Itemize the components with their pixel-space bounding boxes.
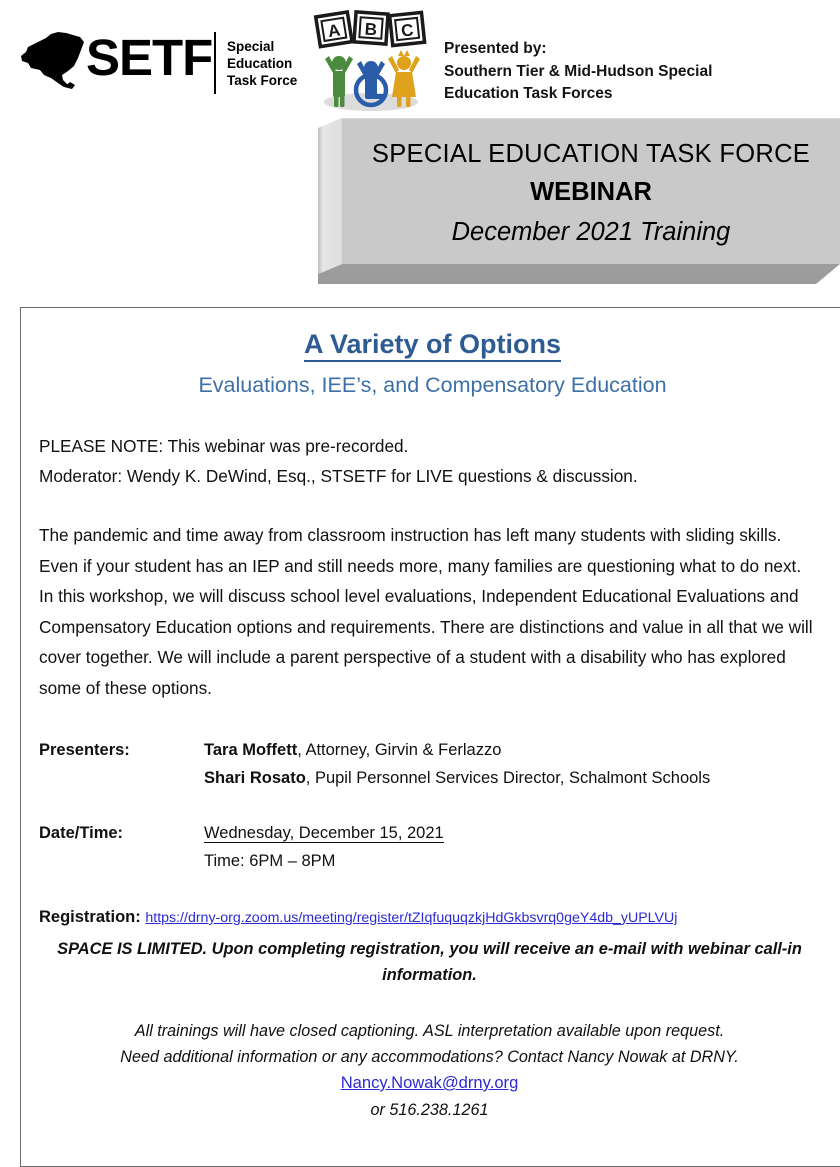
registration-label: Registration:: [39, 908, 141, 926]
event-date: Wednesday, December 15, 2021: [204, 824, 444, 842]
space-limited-note: SPACE IS LIMITED. Upon completing registration, you will receive an e-mail with webinar call-in information.: [57, 940, 802, 984]
event-time: Time: 6PM – 8PM: [204, 852, 336, 870]
presenter-2: [204, 764, 710, 792]
banner-date: December 2021 Training: [451, 217, 731, 246]
presenter-1-role: , Attorney, Girvin & Ferlazzo: [297, 741, 502, 759]
presenter-1: [204, 736, 710, 764]
accessibility-line-2: Need additional information or any accommodations? Contact Nancy Nowak at DRNY.: [120, 1048, 739, 1066]
setf-subtitle-line-2: Education: [227, 56, 293, 71]
please-note-line: PLEASE NOTE: This webinar was pre-recorded.: [39, 436, 409, 456]
contact-phone: or 516.238.1261: [370, 1101, 489, 1119]
contact-email-wrap: [39, 1070, 820, 1096]
please-note-block: [39, 431, 820, 491]
setf-subtitle-line-3: Task Force: [227, 73, 298, 88]
presenter-1-name: Tara Moffett: [204, 741, 298, 759]
setf-acronym: SETF: [86, 29, 213, 86]
banner-face: [342, 118, 840, 264]
flyer-content-box: [20, 307, 840, 1167]
page-subtitle: Evaluations, IEE’s, and Compensatory Education: [198, 373, 667, 397]
page-title: [31, 327, 834, 361]
accessibility-note: [39, 1018, 820, 1096]
contact-email-link[interactable]: Nancy.Nowak@drny.org: [340, 1073, 519, 1092]
datetime-row: [39, 819, 820, 875]
body-area: [39, 431, 820, 1124]
new-york-state-outline-icon: [18, 28, 90, 90]
logo-divider: [214, 32, 216, 94]
description-paragraph: The pandemic and time away from classroom instruction has left many students with sliding skills. Even if your student has an IEP and still needs more, many families are questioning what to do next. In this workshop, we will discuss school level evaluations, Independent Educational Evaluations and Compensatory Education options and requirements. There are distinctions and value in all that we will cover together. We will include a parent perspective of a student with a disability who has explored some of these options.: [39, 525, 813, 698]
banner-subtitle: WEBINAR: [530, 177, 652, 206]
presenters-row: [39, 736, 820, 792]
accessibility-line-1: All trainings will have closed captioning. ASL interpretation available upon request.: [134, 1022, 725, 1040]
document-header: [0, 0, 840, 118]
svg-text:C: C: [400, 20, 415, 41]
moderator-line: Moderator: Wendy K. DeWind, Esq., STSETF for LIVE questions & discussion.: [39, 466, 638, 486]
presenters-label: Presenters:: [39, 741, 130, 759]
datetime-label: Date/Time:: [39, 824, 124, 842]
presented-by-line-2: Southern Tier & Mid-Hudson Special: [444, 62, 713, 80]
svg-text:B: B: [364, 19, 378, 40]
banner-title: SPECIAL EDUCATION TASK FORCE: [371, 139, 811, 168]
registration-link[interactable]: https://drny-org.zoom.us/meeting/register/tZIqfuquqzkjHdGkbsvrq0geY4db_yUPLVUj: [145, 910, 678, 926]
registration-row: [39, 905, 820, 930]
presenters-values: [204, 736, 710, 792]
presenter-2-role: , Pupil Personnel Services Director, Schalmont Schools: [305, 769, 711, 787]
abc-blocks-children-icon: [312, 2, 430, 114]
presented-by-block: [444, 38, 712, 106]
svg-text:A: A: [326, 20, 342, 42]
setf-subtitle-line-1: Special: [227, 39, 275, 54]
event-date-wrap: [204, 819, 444, 847]
setf-subtitle: [227, 38, 297, 89]
presented-by-line-3: Education Task Forces: [444, 85, 613, 102]
banner-left-bevel: [318, 118, 342, 284]
page-title-text: A Variety of Options: [304, 329, 561, 362]
webinar-banner: [318, 118, 840, 284]
datetime-values: [204, 819, 444, 875]
presented-by-line-1: Presented by:: [444, 40, 547, 57]
presenter-2-name: Shari Rosato: [204, 769, 306, 787]
